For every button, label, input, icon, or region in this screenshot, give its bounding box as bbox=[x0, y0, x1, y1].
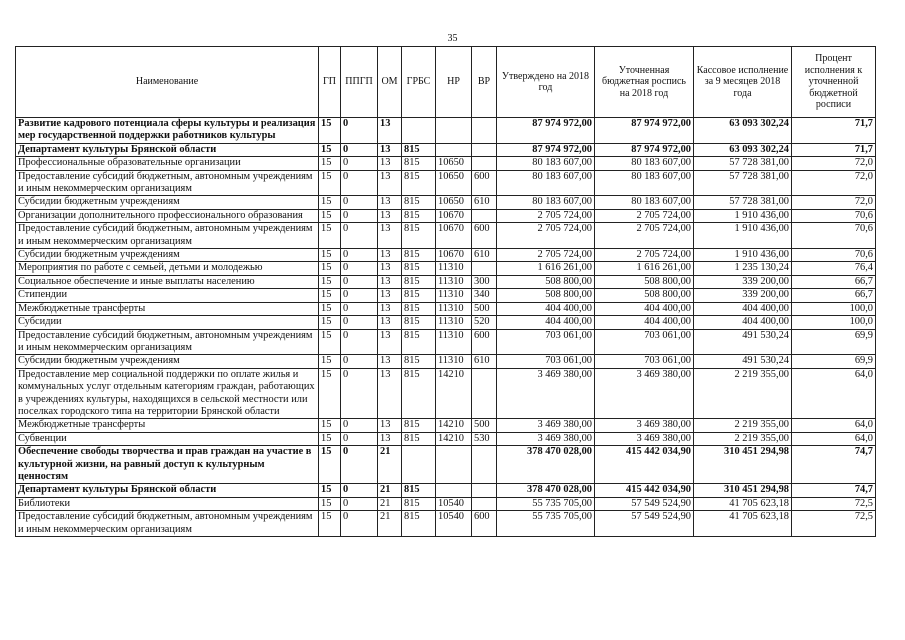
cell-revised: 703 061,00 bbox=[595, 329, 694, 355]
cell-np: 10670 bbox=[436, 249, 472, 262]
cell-grbs: 815 bbox=[402, 275, 436, 288]
cell-gp: 15 bbox=[319, 170, 341, 196]
cell-om: 13 bbox=[378, 223, 402, 249]
cell-om: 13 bbox=[378, 316, 402, 329]
header-grbs: ГРБС bbox=[402, 47, 436, 118]
cell-revised: 2 705 724,00 bbox=[595, 209, 694, 222]
cell-np: 10650 bbox=[436, 170, 472, 196]
cell-vr: 500 bbox=[472, 302, 497, 315]
cell-grbs: 815 bbox=[402, 289, 436, 302]
cell-om: 13 bbox=[378, 289, 402, 302]
cell-om: 21 bbox=[378, 484, 402, 497]
cell-percent: 74,7 bbox=[792, 484, 876, 497]
cell-vr: 520 bbox=[472, 316, 497, 329]
cell-approved: 404 400,00 bbox=[497, 302, 595, 315]
cell-vr bbox=[472, 368, 497, 419]
cell-approved: 508 800,00 bbox=[497, 289, 595, 302]
header-cash: Кассовое исполнение за 9 месяцев 2018 года bbox=[694, 47, 792, 118]
table-row bbox=[16, 329, 876, 355]
cell-percent: 69,9 bbox=[792, 329, 876, 355]
cell-name: Департамент культуры Брянской области bbox=[16, 143, 319, 156]
table-row bbox=[16, 446, 876, 484]
table-row bbox=[16, 170, 876, 196]
cell-cash: 404 400,00 bbox=[694, 316, 792, 329]
cell-grbs: 815 bbox=[402, 329, 436, 355]
cell-gp: 15 bbox=[319, 196, 341, 209]
cell-percent: 64,0 bbox=[792, 419, 876, 432]
cell-ppgp: 0 bbox=[341, 223, 378, 249]
cell-om: 13 bbox=[378, 329, 402, 355]
cell-revised: 3 469 380,00 bbox=[595, 419, 694, 432]
cell-cash: 41 705 623,18 bbox=[694, 497, 792, 510]
cell-gp: 15 bbox=[319, 223, 341, 249]
cell-grbs: 815 bbox=[402, 497, 436, 510]
table-row bbox=[16, 157, 876, 170]
cell-om: 13 bbox=[378, 355, 402, 368]
cell-approved: 378 470 028,00 bbox=[497, 446, 595, 484]
cell-cash: 2 219 355,00 bbox=[694, 368, 792, 419]
cell-percent: 64,0 bbox=[792, 368, 876, 419]
cell-cash: 63 093 302,24 bbox=[694, 118, 792, 144]
cell-ppgp: 0 bbox=[341, 432, 378, 445]
table-row bbox=[16, 302, 876, 315]
cell-name: Субвенции bbox=[16, 432, 319, 445]
cell-approved: 508 800,00 bbox=[497, 275, 595, 288]
cell-np bbox=[436, 484, 472, 497]
cell-np: 10650 bbox=[436, 196, 472, 209]
cell-grbs: 815 bbox=[402, 196, 436, 209]
cell-om: 13 bbox=[378, 249, 402, 262]
cell-cash: 339 200,00 bbox=[694, 275, 792, 288]
cell-name: Субсидии бюджетным учреждениям bbox=[16, 355, 319, 368]
cell-gp: 15 bbox=[319, 118, 341, 144]
table-row bbox=[16, 419, 876, 432]
cell-vr: 500 bbox=[472, 419, 497, 432]
cell-percent: 70,6 bbox=[792, 249, 876, 262]
table-row bbox=[16, 368, 876, 419]
cell-grbs: 815 bbox=[402, 302, 436, 315]
cell-vr bbox=[472, 209, 497, 222]
cell-revised: 2 705 724,00 bbox=[595, 223, 694, 249]
cell-om: 13 bbox=[378, 432, 402, 445]
cell-ppgp: 0 bbox=[341, 368, 378, 419]
cell-gp: 15 bbox=[319, 275, 341, 288]
table-row bbox=[16, 209, 876, 222]
table-row bbox=[16, 275, 876, 288]
cell-om: 13 bbox=[378, 170, 402, 196]
cell-name: Стипендии bbox=[16, 289, 319, 302]
cell-ppgp: 0 bbox=[341, 329, 378, 355]
cell-percent: 70,6 bbox=[792, 223, 876, 249]
cell-revised: 2 705 724,00 bbox=[595, 249, 694, 262]
cell-om: 21 bbox=[378, 511, 402, 537]
cell-cash: 2 219 355,00 bbox=[694, 419, 792, 432]
cell-name: Предоставление мер социальной поддержки по оплате жилья и коммунальных услуг отдельным категориям граждан, работающих в учреждениях культуры, находящихся в сельской местности или поселках городского типа на территории Брянской области bbox=[16, 368, 319, 419]
cell-name: Профессиональные образовательные организации bbox=[16, 157, 319, 170]
cell-revised: 87 974 972,00 bbox=[595, 118, 694, 144]
cell-grbs: 815 bbox=[402, 223, 436, 249]
cell-revised: 404 400,00 bbox=[595, 316, 694, 329]
cell-grbs bbox=[402, 446, 436, 484]
cell-vr: 600 bbox=[472, 329, 497, 355]
cell-gp: 15 bbox=[319, 302, 341, 315]
cell-percent: 100,0 bbox=[792, 316, 876, 329]
cell-np: 14210 bbox=[436, 432, 472, 445]
cell-cash: 404 400,00 bbox=[694, 302, 792, 315]
cell-percent: 66,7 bbox=[792, 289, 876, 302]
table-row bbox=[16, 143, 876, 156]
cell-gp: 15 bbox=[319, 329, 341, 355]
cell-ppgp: 0 bbox=[341, 249, 378, 262]
cell-ppgp: 0 bbox=[341, 118, 378, 144]
cell-approved: 3 469 380,00 bbox=[497, 368, 595, 419]
cell-om: 13 bbox=[378, 157, 402, 170]
cell-approved: 378 470 028,00 bbox=[497, 484, 595, 497]
cell-revised: 703 061,00 bbox=[595, 355, 694, 368]
cell-name: Библиотеки bbox=[16, 497, 319, 510]
cell-gp: 15 bbox=[319, 249, 341, 262]
cell-ppgp: 0 bbox=[341, 302, 378, 315]
cell-percent: 66,7 bbox=[792, 275, 876, 288]
cell-name: Предоставление субсидий бюджетным, автономным учреждениям и иным некоммерческим организациям bbox=[16, 223, 319, 249]
cell-cash: 57 728 381,00 bbox=[694, 170, 792, 196]
cell-approved: 55 735 705,00 bbox=[497, 497, 595, 510]
cell-approved: 2 705 724,00 bbox=[497, 223, 595, 249]
cell-grbs: 815 bbox=[402, 419, 436, 432]
cell-grbs: 815 bbox=[402, 262, 436, 275]
cell-cash: 491 530,24 bbox=[694, 355, 792, 368]
cell-cash: 63 093 302,24 bbox=[694, 143, 792, 156]
cell-approved: 3 469 380,00 bbox=[497, 419, 595, 432]
cell-np: 11310 bbox=[436, 289, 472, 302]
cell-approved: 87 974 972,00 bbox=[497, 143, 595, 156]
header-gp: ГП bbox=[319, 47, 341, 118]
table-row bbox=[16, 118, 876, 144]
cell-np bbox=[436, 143, 472, 156]
cell-approved: 3 469 380,00 bbox=[497, 432, 595, 445]
cell-percent: 76,4 bbox=[792, 262, 876, 275]
cell-gp: 15 bbox=[319, 446, 341, 484]
table-row bbox=[16, 262, 876, 275]
cell-revised: 3 469 380,00 bbox=[595, 432, 694, 445]
cell-np: 10670 bbox=[436, 209, 472, 222]
cell-np: 11310 bbox=[436, 329, 472, 355]
table-row bbox=[16, 289, 876, 302]
cell-vr: 610 bbox=[472, 249, 497, 262]
cell-revised: 508 800,00 bbox=[595, 289, 694, 302]
cell-cash: 491 530,24 bbox=[694, 329, 792, 355]
cell-grbs: 815 bbox=[402, 209, 436, 222]
cell-percent: 72,0 bbox=[792, 196, 876, 209]
cell-grbs: 815 bbox=[402, 157, 436, 170]
cell-vr: 610 bbox=[472, 355, 497, 368]
cell-gp: 15 bbox=[319, 497, 341, 510]
cell-ppgp: 0 bbox=[341, 484, 378, 497]
cell-vr bbox=[472, 262, 497, 275]
cell-cash: 1 235 130,24 bbox=[694, 262, 792, 275]
table-row bbox=[16, 249, 876, 262]
cell-om: 13 bbox=[378, 196, 402, 209]
cell-approved: 87 974 972,00 bbox=[497, 118, 595, 144]
cell-name: Предоставление субсидий бюджетным, автономным учреждениям и иным некоммерческим организациям bbox=[16, 511, 319, 537]
cell-name: Развитие кадрового потенциала сферы культуры и реализация мер государственной поддержки работников культуры bbox=[16, 118, 319, 144]
cell-ppgp: 0 bbox=[341, 170, 378, 196]
cell-percent: 72,5 bbox=[792, 497, 876, 510]
cell-ppgp: 0 bbox=[341, 289, 378, 302]
cell-approved: 703 061,00 bbox=[497, 329, 595, 355]
cell-name: Социальное обеспечение и иные выплаты населению bbox=[16, 275, 319, 288]
cell-ppgp: 0 bbox=[341, 446, 378, 484]
cell-cash: 57 728 381,00 bbox=[694, 157, 792, 170]
cell-grbs: 815 bbox=[402, 368, 436, 419]
table-body bbox=[16, 118, 876, 537]
cell-om: 13 bbox=[378, 209, 402, 222]
cell-gp: 15 bbox=[319, 368, 341, 419]
cell-grbs: 815 bbox=[402, 511, 436, 537]
budget-table bbox=[15, 46, 876, 537]
cell-revised: 3 469 380,00 bbox=[595, 368, 694, 419]
cell-revised: 57 549 524,90 bbox=[595, 511, 694, 537]
cell-name: Межбюджетные трансферты bbox=[16, 419, 319, 432]
header-vr: ВР bbox=[472, 47, 497, 118]
cell-np: 10540 bbox=[436, 511, 472, 537]
cell-vr: 600 bbox=[472, 511, 497, 537]
cell-om: 13 bbox=[378, 118, 402, 144]
cell-percent: 70,6 bbox=[792, 209, 876, 222]
cell-grbs: 815 bbox=[402, 143, 436, 156]
cell-np bbox=[436, 446, 472, 484]
cell-om: 21 bbox=[378, 446, 402, 484]
cell-ppgp: 0 bbox=[341, 262, 378, 275]
cell-gp: 15 bbox=[319, 419, 341, 432]
table-row bbox=[16, 223, 876, 249]
cell-cash: 1 910 436,00 bbox=[694, 209, 792, 222]
cell-cash: 310 451 294,98 bbox=[694, 446, 792, 484]
cell-cash: 41 705 623,18 bbox=[694, 511, 792, 537]
cell-percent: 74,7 bbox=[792, 446, 876, 484]
table-row bbox=[16, 432, 876, 445]
cell-grbs: 815 bbox=[402, 249, 436, 262]
table-row bbox=[16, 497, 876, 510]
table-row bbox=[16, 196, 876, 209]
cell-vr bbox=[472, 446, 497, 484]
cell-np: 11310 bbox=[436, 355, 472, 368]
cell-np: 11310 bbox=[436, 302, 472, 315]
cell-cash: 2 219 355,00 bbox=[694, 432, 792, 445]
cell-gp: 15 bbox=[319, 484, 341, 497]
cell-gp: 15 bbox=[319, 432, 341, 445]
cell-ppgp: 0 bbox=[341, 143, 378, 156]
cell-np: 10670 bbox=[436, 223, 472, 249]
cell-revised: 508 800,00 bbox=[595, 275, 694, 288]
cell-revised: 1 616 261,00 bbox=[595, 262, 694, 275]
header-row bbox=[16, 47, 876, 118]
cell-percent: 71,7 bbox=[792, 143, 876, 156]
header-approved: Утверждено на 2018 год bbox=[497, 47, 595, 118]
cell-name: Межбюджетные трансферты bbox=[16, 302, 319, 315]
cell-gp: 15 bbox=[319, 511, 341, 537]
cell-revised: 80 183 607,00 bbox=[595, 157, 694, 170]
cell-vr bbox=[472, 118, 497, 144]
header-name: Наименование bbox=[16, 47, 319, 118]
cell-approved: 2 705 724,00 bbox=[497, 209, 595, 222]
cell-revised: 87 974 972,00 bbox=[595, 143, 694, 156]
cell-revised: 415 442 034,90 bbox=[595, 446, 694, 484]
cell-name: Организации дополнительного профессионального образования bbox=[16, 209, 319, 222]
cell-name: Предоставление субсидий бюджетным, автономным учреждениям и иным некоммерческим организациям bbox=[16, 329, 319, 355]
cell-om: 21 bbox=[378, 497, 402, 510]
cell-vr: 340 bbox=[472, 289, 497, 302]
cell-ppgp: 0 bbox=[341, 419, 378, 432]
cell-np: 10540 bbox=[436, 497, 472, 510]
header-ppgp: ППГП bbox=[341, 47, 378, 118]
cell-approved: 2 705 724,00 bbox=[497, 249, 595, 262]
cell-vr bbox=[472, 157, 497, 170]
cell-name: Мероприятия по работе с семьей, детьми и молодежью bbox=[16, 262, 319, 275]
cell-cash: 1 910 436,00 bbox=[694, 223, 792, 249]
cell-ppgp: 0 bbox=[341, 157, 378, 170]
cell-np: 11310 bbox=[436, 275, 472, 288]
cell-percent: 72,0 bbox=[792, 157, 876, 170]
cell-ppgp: 0 bbox=[341, 316, 378, 329]
cell-name: Субсидии бюджетным учреждениям bbox=[16, 196, 319, 209]
cell-grbs: 815 bbox=[402, 355, 436, 368]
cell-vr bbox=[472, 484, 497, 497]
cell-percent: 72,0 bbox=[792, 170, 876, 196]
cell-cash: 1 910 436,00 bbox=[694, 249, 792, 262]
cell-approved: 55 735 705,00 bbox=[497, 511, 595, 537]
cell-revised: 57 549 524,90 bbox=[595, 497, 694, 510]
cell-percent: 71,7 bbox=[792, 118, 876, 144]
cell-approved: 1 616 261,00 bbox=[497, 262, 595, 275]
cell-gp: 15 bbox=[319, 157, 341, 170]
cell-ppgp: 0 bbox=[341, 196, 378, 209]
cell-om: 13 bbox=[378, 275, 402, 288]
header-revised: Уточненная бюджетная роспись на 2018 год bbox=[595, 47, 694, 118]
cell-vr bbox=[472, 497, 497, 510]
page-number: 35 bbox=[447, 33, 458, 44]
cell-approved: 80 183 607,00 bbox=[497, 170, 595, 196]
cell-gp: 15 bbox=[319, 316, 341, 329]
cell-om: 13 bbox=[378, 143, 402, 156]
cell-grbs: 815 bbox=[402, 484, 436, 497]
cell-np bbox=[436, 118, 472, 144]
cell-vr: 300 bbox=[472, 275, 497, 288]
cell-vr: 600 bbox=[472, 170, 497, 196]
cell-np: 11310 bbox=[436, 262, 472, 275]
cell-name: Субсидии bbox=[16, 316, 319, 329]
cell-np: 14210 bbox=[436, 419, 472, 432]
header-percent: Процент исполнения к уточненной бюджетной росписи bbox=[792, 47, 876, 118]
cell-vr: 530 bbox=[472, 432, 497, 445]
cell-vr: 610 bbox=[472, 196, 497, 209]
cell-grbs: 815 bbox=[402, 316, 436, 329]
header-np: НР bbox=[436, 47, 472, 118]
cell-revised: 80 183 607,00 bbox=[595, 170, 694, 196]
cell-revised: 415 442 034,90 bbox=[595, 484, 694, 497]
cell-gp: 15 bbox=[319, 262, 341, 275]
cell-approved: 80 183 607,00 bbox=[497, 196, 595, 209]
cell-approved: 80 183 607,00 bbox=[497, 157, 595, 170]
cell-gp: 15 bbox=[319, 209, 341, 222]
cell-ppgp: 0 bbox=[341, 355, 378, 368]
cell-om: 13 bbox=[378, 302, 402, 315]
cell-grbs: 815 bbox=[402, 170, 436, 196]
cell-om: 13 bbox=[378, 419, 402, 432]
cell-np: 11310 bbox=[436, 316, 472, 329]
cell-ppgp: 0 bbox=[341, 275, 378, 288]
cell-gp: 15 bbox=[319, 143, 341, 156]
cell-revised: 80 183 607,00 bbox=[595, 196, 694, 209]
cell-name: Департамент культуры Брянской области bbox=[16, 484, 319, 497]
cell-cash: 339 200,00 bbox=[694, 289, 792, 302]
table-row bbox=[16, 355, 876, 368]
cell-gp: 15 bbox=[319, 355, 341, 368]
cell-om: 13 bbox=[378, 262, 402, 275]
cell-percent: 64,0 bbox=[792, 432, 876, 445]
cell-percent: 100,0 bbox=[792, 302, 876, 315]
cell-grbs: 815 bbox=[402, 432, 436, 445]
cell-cash: 57 728 381,00 bbox=[694, 196, 792, 209]
cell-gp: 15 bbox=[319, 289, 341, 302]
cell-np: 10650 bbox=[436, 157, 472, 170]
cell-vr bbox=[472, 143, 497, 156]
cell-name: Обеспечение свободы творчества и прав граждан на участие в культурной жизни, на равный доступ к культурным ценностям bbox=[16, 446, 319, 484]
cell-ppgp: 0 bbox=[341, 511, 378, 537]
cell-name: Предоставление субсидий бюджетным, автономным учреждениям и иным некоммерческим организациям bbox=[16, 170, 319, 196]
cell-percent: 69,9 bbox=[792, 355, 876, 368]
cell-vr: 600 bbox=[472, 223, 497, 249]
cell-om: 13 bbox=[378, 368, 402, 419]
cell-ppgp: 0 bbox=[341, 209, 378, 222]
table-row bbox=[16, 511, 876, 537]
cell-grbs bbox=[402, 118, 436, 144]
cell-approved: 404 400,00 bbox=[497, 316, 595, 329]
header-om: ОМ bbox=[378, 47, 402, 118]
cell-name: Субсидии бюджетным учреждениям bbox=[16, 249, 319, 262]
cell-np: 14210 bbox=[436, 368, 472, 419]
cell-approved: 703 061,00 bbox=[497, 355, 595, 368]
cell-ppgp: 0 bbox=[341, 497, 378, 510]
table-row bbox=[16, 484, 876, 497]
cell-cash: 310 451 294,98 bbox=[694, 484, 792, 497]
cell-percent: 72,5 bbox=[792, 511, 876, 537]
cell-revised: 404 400,00 bbox=[595, 302, 694, 315]
table-row bbox=[16, 316, 876, 329]
